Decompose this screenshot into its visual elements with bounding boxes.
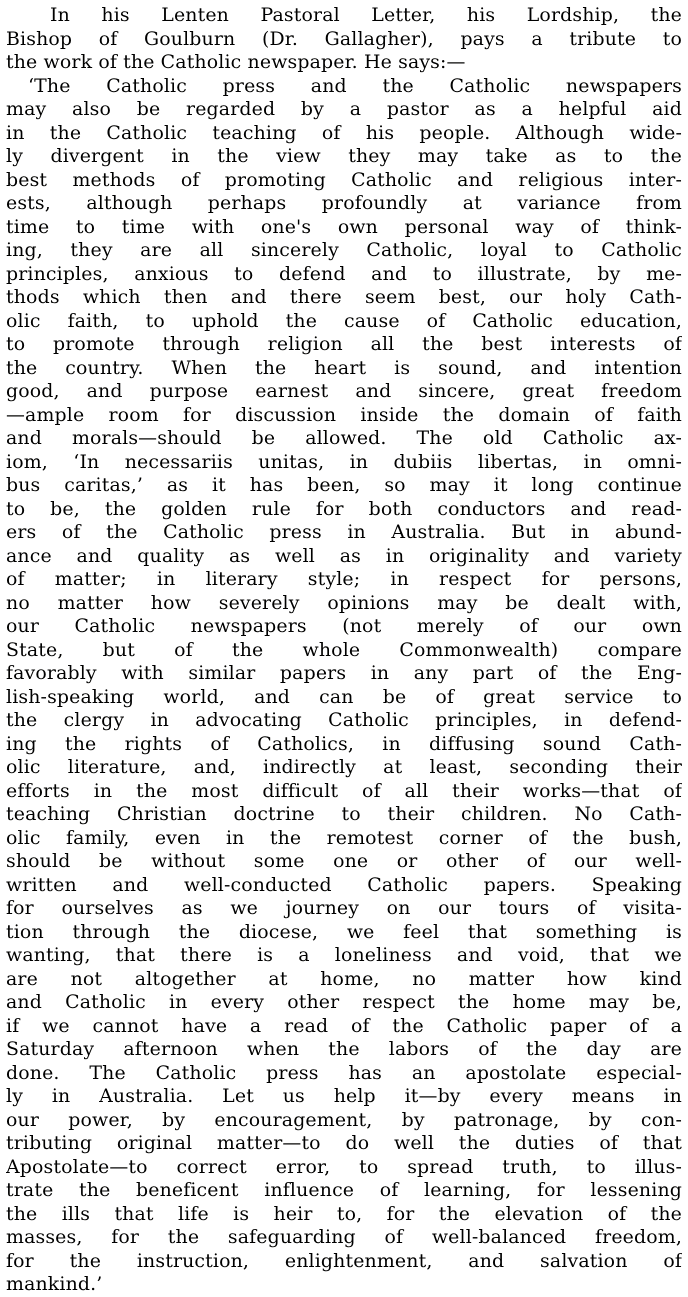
article-line: are not altogether at home, no matter how kind — [6, 967, 682, 990]
article-line: ing the rights of Catholics, in diffusing sound Cath- — [6, 732, 682, 755]
article-line: In his Lenten Pastoral Letter, his Lordship, the — [50, 4, 682, 26]
article-line: to promote through religion all the best interests of — [6, 333, 682, 355]
article-line: no matter how severely opinions may be dealt with, — [6, 591, 682, 614]
article-line: should be without some one or other of our well- — [6, 850, 682, 872]
article-line: ests, although perhaps profoundly at variance from — [6, 192, 682, 214]
article-body — [6, 4, 682, 1297]
article-line: the country. When the heart is sound, and intention — [6, 356, 682, 379]
article-line: ers of the Catholic press in Australia. But in abund- — [6, 521, 682, 543]
article-line: to be, the golden rule for both conductors and read- — [6, 497, 682, 520]
article-line: trate the beneficent influence of learning, for lessening — [6, 1179, 682, 1201]
article-line: wanting, that there is a loneliness and void, that we — [6, 944, 682, 966]
article-line: written and well-conducted Catholic papers. Speaking — [6, 873, 682, 896]
article-line: ‘The Catholic press and the Catholic newspapers — [28, 74, 682, 97]
article-line: Bishop of Goulburn (Dr. Gallagher), pays a tribute to — [6, 27, 682, 50]
article-line: the work of the Catholic newspaper. He says:— — [6, 51, 466, 73]
article-line: olic faith, to uphold the cause of Catholic education, — [6, 309, 682, 332]
article-line: done. The Catholic press has an apostolate especial- — [6, 1061, 682, 1084]
article-line: and Catholic in every other respect the home may be, — [6, 991, 682, 1013]
article-line: Apostolate—to correct error, to spread truth, to illus- — [6, 1155, 682, 1178]
article-line: principles, anxious to defend and to illustrate, by me- — [6, 262, 682, 285]
article-line: teaching Christian doctrine to their children. No Cath- — [6, 803, 682, 825]
article-line: of matter; in literary style; in respect for persons, — [6, 568, 682, 590]
article-line: good, and purpose earnest and sincere, great freedom — [6, 380, 682, 402]
article-line: mankind.’ — [6, 1273, 103, 1295]
article-line: —ample room for discussion inside the domain of faith — [6, 403, 682, 426]
article-line: olic literature, and, indirectly at least, seconding their — [6, 756, 682, 778]
article-line: ly divergent in the view they may take as to the — [6, 145, 682, 167]
article-line: the clergy in advocating Catholic principles, in defend- — [6, 709, 682, 731]
article-line: may also be regarded by a pastor as a helpful aid — [6, 98, 682, 120]
article-line: if we cannot have a read of the Catholic paper of a — [6, 1014, 682, 1037]
article-line: the ills that life is heir to, for the elevation of the — [6, 1202, 682, 1225]
article-line: ly in Australia. Let us help it—by every means in — [6, 1085, 682, 1107]
article-line: State, but of the whole Commonwealth) compare — [6, 638, 682, 661]
article-line: time to time with one's own personal way of think- — [6, 215, 682, 238]
article-line: tributing original matter—to do well the duties of that — [6, 1132, 682, 1154]
article-line: Saturday afternoon when the labors of the day are — [6, 1038, 682, 1060]
article-line: in the Catholic teaching of his people. Although wide- — [6, 121, 682, 144]
article-line: ance and quality as well as in originality and variety — [6, 544, 682, 567]
article-line: for ourselves as we journey on our tours of visita- — [6, 897, 682, 919]
article-line: best methods of promoting Catholic and religious inter- — [6, 168, 682, 191]
article-line: efforts in the most difficult of all their works—that of — [6, 779, 682, 802]
article-line: tion through the diocese, we feel that something is — [6, 920, 682, 943]
article-line: lish-speaking world, and can be of great service to — [6, 685, 682, 708]
article-line: for the instruction, enlightenment, and salvation of — [6, 1249, 682, 1272]
article-line: ing, they are all sincerely Catholic, loyal to Catholic — [6, 239, 682, 261]
article-line: our Catholic newspapers (not merely of our own — [6, 615, 682, 637]
article-line: bus caritas,’ as it has been, so may it long continue — [6, 474, 682, 496]
article-line: our power, by encouragement, by patronage, by con- — [6, 1108, 682, 1131]
article-line: thods which then and there seem best, our holy Cath- — [6, 286, 682, 308]
article-line: masses, for the safeguarding of well-balanced freedom, — [6, 1226, 682, 1248]
article-line: favorably with similar papers in any part of the Eng- — [6, 662, 682, 684]
article-line: olic family, even in the remotest corner of the bush, — [6, 826, 682, 849]
article-line: iom, ‘In necessariis unitas, in dubiis libertas, in omni- — [6, 450, 682, 473]
article-line: and morals—should be allowed. The old Catholic ax- — [6, 427, 682, 449]
